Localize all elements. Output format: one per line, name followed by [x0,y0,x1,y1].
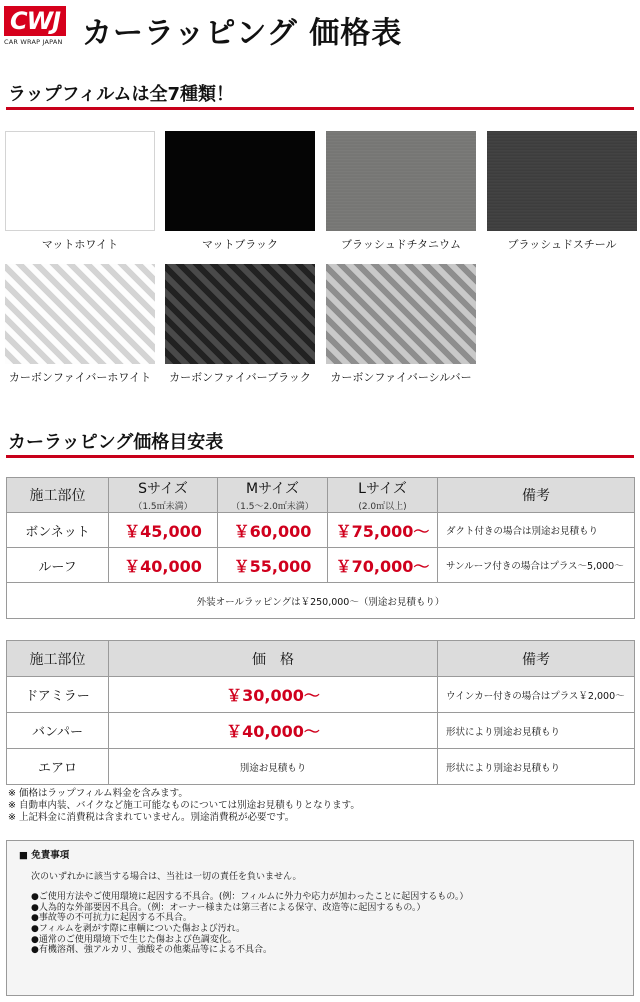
row-note: 形状により別途お見積もり [438,713,635,749]
logo-mark: CWJ [4,6,66,36]
col-header-m-sub: （1.5～2.0㎡未満） [231,502,314,512]
cwj-logo[interactable] [4,6,72,50]
disclaimer-box [6,840,634,996]
swatch-carbon-white [5,264,155,364]
price-l: ￥70,000～ [328,548,438,583]
row-note: ダクト付きの場合は別途お見積もり [438,513,635,548]
disclaimer-lead: 次のいずれかに該当する場合は、当社は一切の責任を負いません。 [31,871,302,882]
row-price: ￥30,000～ [109,677,438,713]
disclaimer-item: ●ご使用方法やご使用環境に起因する不具合。(例：フィルムに外力や応力が加わったことに起因するもの。） [31,892,469,903]
disclaimer-list [19,892,621,956]
disclaimer-heading: ■ 免責事項 [19,850,70,861]
swatch-carbon-silver [326,264,476,364]
row-part: ドアミラー [7,677,109,713]
footnote: ※ 自動車内装、バイクなど施工可能なものについては別途お見積もりとなります。 [8,800,360,811]
swatch-label-brushed-steel: ブラッシュドスチール [507,238,617,251]
table-row-bonnet [7,513,635,548]
price-l: ￥75,000～ [328,513,438,548]
parts-price-table [6,640,635,785]
price-guide-heading-rule [6,455,634,458]
row-price: 別途お見積もり [109,749,438,785]
swatch-matte-black [165,131,315,231]
swatch-label-carbon-silver: カーボンファイバーシルバー [330,371,472,384]
swatch-label-brushed-titanium: ブラッシュドチタニウム [341,238,461,251]
row-part: ルーフ [7,548,109,583]
swatch-label-matte-white: マットホワイト [41,238,119,251]
table-header-row [7,641,635,677]
table-row-door-mirror [7,677,635,713]
footnote: ※ 上記料金に消費税は含まれていません。別途消費税が必要です。 [8,812,295,823]
row-part: エアロ [7,749,109,785]
col-header-s-label: Sサイズ [138,481,188,497]
price-m: ￥55,000 [218,548,328,583]
table-row-roof [7,548,635,583]
col-header-l-sub: (2.0㎡以上) [358,502,407,512]
swatch-matte-white [5,131,155,231]
col-header-l-label: Lサイズ [358,481,407,497]
films-heading: ラップフィルムは全7種類！ [8,84,235,105]
disclaimer-item: ●有機溶剤、強アルカリ、強酸その他薬品等による不具合。 [31,945,273,956]
col-header-l [328,478,438,513]
col-header-s-sub: （1.5㎡未満） [133,502,193,512]
films-heading-rule [6,107,634,110]
price-guide-heading: カーラッピング価格目安表 [8,432,224,453]
table-row-aero [7,749,635,785]
row-part: バンパー [7,713,109,749]
disclaimer-item: ●事故等の不可抗力に起因する不具合。 [31,913,192,924]
price-s: ￥40,000 [109,548,218,583]
col-header-part: 施工部位 [7,641,109,677]
disclaimer-item: ●フィルムを剥がす際に車輌についた傷および汚れ。 [31,923,246,934]
swatch-brushed-steel [487,131,637,231]
disclaimer-item: ●人為的な外部要因不具合。（例：オーナー様または第三者による保守、改造等に起因するもの。） [31,902,426,913]
footnotes [8,788,360,824]
row-note: サンルーフ付きの場合はプラス～5,000～ [438,548,635,583]
full-wrap-note: 外装オールラッピングは￥250,000～（別途お見積もり） [7,583,635,619]
col-header-note: 備考 [438,478,635,513]
size-price-table [6,477,635,619]
row-note: ウインカー付きの場合はプラス￥2,000～ [438,677,635,713]
col-header-m [218,478,328,513]
logo-subtitle: CAR WRAP JAPAN [4,38,63,46]
table-row-bumper [7,713,635,749]
table-header-row [7,478,635,513]
row-part: ボンネット [7,513,109,548]
footnote: ※ 価格はラップフィルム料金を含みます。 [8,788,188,799]
col-header-s [109,478,218,513]
swatch-brushed-titanium [326,131,476,231]
table-row-full-wrap [7,583,635,619]
col-header-note: 備考 [438,641,635,677]
disclaimer-item: ●通常のご使用環境下で生じた傷および色調変化。 [31,934,237,945]
col-header-price: 価 格 [109,641,438,677]
price-m: ￥60,000 [218,513,328,548]
swatch-label-carbon-black: カーボンファイバーブラック [169,371,311,384]
row-note: 形状により別途お見積もり [438,749,635,785]
swatch-label-matte-black: マットブラック [201,238,278,251]
col-header-m-label: Mサイズ [246,481,299,497]
col-header-part: 施工部位 [7,478,109,513]
page-title: カーラッピング 価格表 [82,16,403,51]
swatch-carbon-black [165,264,315,364]
swatch-label-carbon-white: カーボンファイバーホワイト [8,371,152,384]
price-s: ￥45,000 [109,513,218,548]
page-header [0,0,640,60]
row-price: ￥40,000～ [109,713,438,749]
